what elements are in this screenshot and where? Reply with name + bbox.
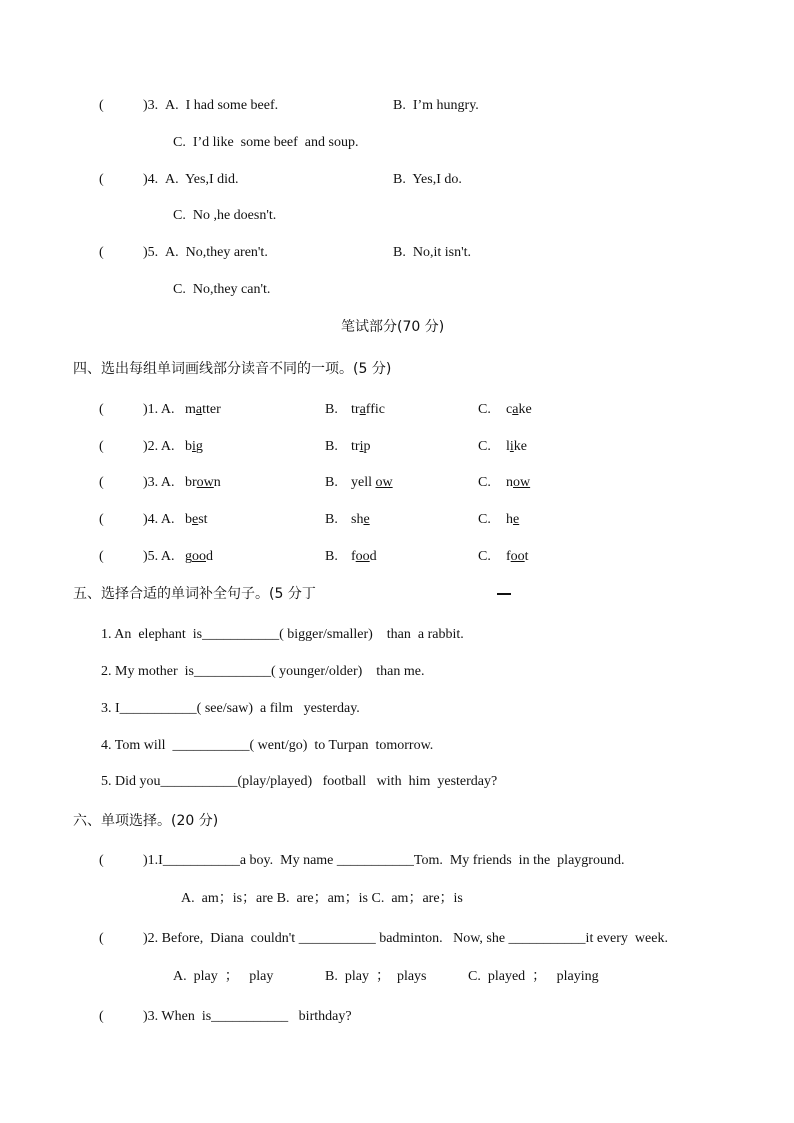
answer-paren: ( (99, 512, 104, 527)
underlined-letters: i (359, 439, 364, 454)
underlined-letters: ow (196, 475, 214, 490)
option-label-c: C. (478, 439, 491, 454)
word-part: t (524, 549, 529, 564)
question-number: )3. (143, 98, 159, 113)
mc-question-3: )3. When is___________ birthday? (143, 1009, 352, 1024)
mc-question-2-option-b: B. play ； plays (325, 969, 427, 984)
word-part: g (195, 439, 203, 454)
option-word-b (351, 511, 370, 529)
option-label-b: B. (325, 439, 338, 454)
word-part: tr (351, 402, 360, 417)
option-c: C. No,they can't. (173, 282, 271, 297)
answer-paren: ( (99, 172, 104, 187)
underlined-letters: i (192, 439, 196, 454)
word-part: f (506, 549, 511, 564)
word-part: br (185, 475, 197, 490)
word-part: yell (351, 475, 376, 490)
word-part: sh (351, 512, 364, 527)
underlined-letters: oo (510, 549, 525, 564)
answer-paren: ( (99, 439, 104, 454)
underlined-letters: e (513, 512, 520, 527)
mc-question-2-option-c: C. played ； playing (468, 969, 599, 984)
option-word-b (351, 548, 377, 566)
word-part: c (506, 402, 513, 417)
option-b: B. I’m hungry. (393, 98, 479, 113)
fill-blank-item-3: 3. I___________( see/saw) a film yesterday. (101, 701, 360, 716)
word-part: n (213, 475, 221, 490)
mc-question-1-options: A. am；is；are B. are；am；is C. am；are；is (181, 891, 463, 906)
answer-paren: ( (99, 245, 104, 260)
answer-paren: ( (99, 931, 104, 946)
answer-paren: ( (99, 475, 104, 490)
question-number: )4. (143, 172, 159, 187)
underlined-letters: e (363, 512, 370, 527)
word-part: ffic (365, 402, 385, 417)
option-word-b (351, 438, 370, 456)
option-word-a (185, 438, 203, 456)
question-number: )3. A. (143, 475, 175, 490)
option-word-a (185, 401, 221, 419)
option-c: C. I’d like some beef and soup. (173, 135, 359, 150)
word-part: p (363, 439, 371, 454)
underlined-letters: ow (375, 475, 393, 490)
mc-question-2-option-a: A. play ； play (173, 969, 274, 984)
written-part-title: 笔试部分(70 分) (341, 319, 445, 335)
question-number: )5. A. (143, 549, 175, 564)
answer-paren: ( (99, 402, 104, 417)
answer-paren: ( (99, 98, 104, 113)
option-label-b: B. (325, 512, 338, 527)
option-c: C. No ,he doesn't. (173, 208, 277, 223)
underlined-letters: ow (513, 475, 531, 490)
word-part: tr (351, 439, 360, 454)
word-part: m (185, 402, 196, 417)
word-part: d (206, 549, 213, 564)
word-part: tter (202, 402, 221, 417)
option-b: B. No,it isn't. (393, 245, 471, 260)
option-word-c (506, 401, 532, 419)
underlined-letters: a (359, 402, 366, 417)
section-6-title: 六、单项选择。(20 分) (73, 813, 219, 829)
option-a: A. Yes,I did. (165, 172, 239, 187)
option-word-a (185, 474, 221, 492)
option-word-c (506, 438, 527, 456)
underlined-letters: oo (192, 549, 206, 564)
option-word-b (351, 401, 385, 419)
underlined-letters: a (195, 402, 203, 417)
option-b: B. Yes,I do. (393, 172, 462, 187)
word-part: f (351, 549, 356, 564)
fill-blank-item-2: 2. My mother is___________( younger/older) than me. (101, 664, 425, 679)
option-label-c: C. (478, 475, 491, 490)
option-label-b: B. (325, 475, 338, 490)
word-part: g (185, 549, 192, 564)
word-part: st (198, 512, 208, 527)
section-4-title: 四、选出每组单词画线部分读音不同的一项。(5 分) (73, 361, 392, 377)
option-word-a (185, 511, 208, 529)
question-number: )4. A. (143, 512, 175, 527)
option-word-c (506, 511, 519, 529)
option-label-b: B. (325, 402, 338, 417)
word-part: n (506, 475, 513, 490)
answer-paren: ( (99, 549, 104, 564)
mc-question-2: )2. Before, Diana couldn't ___________ badminton. Now, she ___________it every week. (143, 931, 668, 946)
word-part: b (185, 512, 192, 527)
option-a: A. No,they aren't. (165, 245, 268, 260)
word-part: d (369, 549, 377, 564)
question-number: )2. A. (143, 439, 175, 454)
answer-paren: ( (99, 1009, 104, 1024)
option-a: A. I had some beef. (165, 98, 279, 113)
mc-question-1: )1.I___________a boy. My name ___________Tom. My friends in the playground. (143, 853, 625, 868)
option-word-a (185, 548, 213, 566)
option-word-c (506, 474, 530, 492)
section-5-title: 五、选择合适的单词补全句子。(5 分丁 (73, 586, 316, 602)
option-word-b (351, 474, 393, 492)
fill-blank-item-4: 4. Tom will ___________( went/go) to Turpan tomorrow. (101, 738, 434, 753)
stray-dash-mark (497, 593, 511, 595)
option-label-c: C. (478, 549, 491, 564)
word-part: b (185, 439, 192, 454)
answer-paren: ( (99, 853, 104, 868)
option-label-c: C. (478, 402, 491, 417)
word-part: l (506, 439, 510, 454)
fill-blank-item-1: 1. An elephant is___________( bigger/smaller) than a rabbit. (101, 627, 464, 642)
word-part: ke (518, 402, 532, 417)
underlined-letters: a (512, 402, 519, 417)
word-part: ke (513, 439, 527, 454)
question-number: )5. (143, 245, 159, 260)
underlined-letters: oo (355, 549, 370, 564)
question-number: )1. A. (143, 402, 175, 417)
word-part: h (506, 512, 513, 527)
underlined-letters: e (192, 512, 199, 527)
underlined-letters: i (509, 439, 514, 454)
fill-blank-item-5: 5. Did you___________(play/played) football with him yesterday? (101, 774, 498, 789)
option-label-b: B. (325, 549, 338, 564)
option-word-c (506, 548, 529, 566)
option-label-c: C. (478, 512, 491, 527)
